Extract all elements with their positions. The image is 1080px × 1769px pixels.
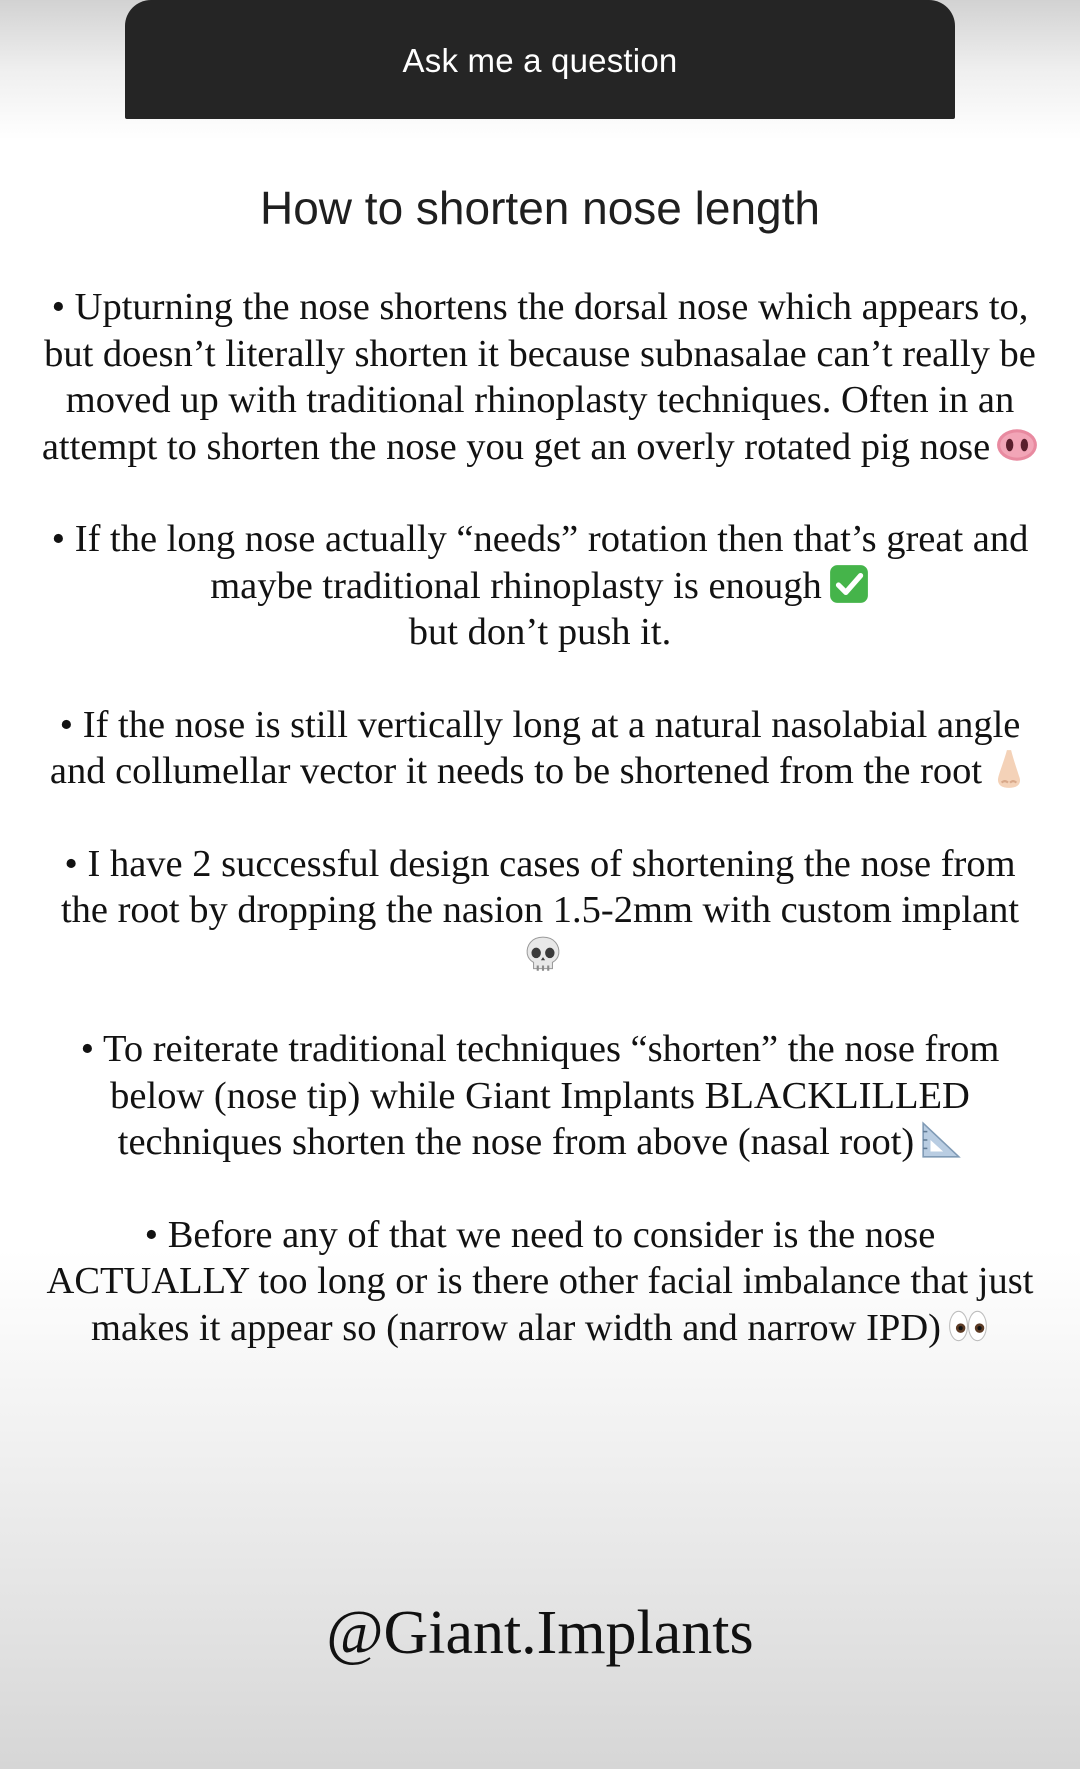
- answer-point: • If the nose is still vertically long at a natural nasolabial angle and collumellar vector it needs to be shortened from the root: [40, 702, 1040, 795]
- question-sticker-header: [125, 0, 955, 119]
- check-mark-icon: [828, 563, 870, 605]
- skull-icon: [522, 934, 564, 976]
- answer-point: • Upturning the nose shortens the dorsal nose which appears to, but doesn’t literally shorten it because subnasalae can’t really be moved up with traditional rhinoplasty techniques. Often in an attempt to shorten the nose you get an overly rotated pig nose: [40, 284, 1040, 470]
- answer-text-block: [40, 284, 1040, 1397]
- pig-nose-icon: [996, 424, 1038, 466]
- question-sticker-label: Ask me a question: [402, 41, 678, 79]
- triangular-ruler-icon: [920, 1119, 962, 1161]
- answer-point: • To reiterate traditional techniques “shorten” the nose from below (nose tip) while Giant Implants BLACKLILLED techniques shorten the nose from above (nasal root): [80, 1028, 1000, 1163]
- account-handle[interactable]: @Giant.Implants: [326, 1599, 754, 1667]
- question-text: How to shorten nose length: [259, 182, 821, 234]
- nose-icon: [988, 748, 1030, 790]
- eyes-icon: [947, 1305, 989, 1347]
- answer-point: • I have 2 successful design cases of shortening the nose from the root by dropping the nasion 1.5-2mm with custom implant: [40, 841, 1040, 981]
- answer-point: • Before any of that we need to consider is the nose ACTUALLY too long or is there other facial imbalance that just makes it appear so (narrow alar width and narrow IPD): [46, 1213, 1034, 1349]
- answer-point: • If the long nose actually “needs” rotation then that’s great and maybe traditional rhinoplasty is enough but don’t push it.: [51, 518, 1029, 653]
